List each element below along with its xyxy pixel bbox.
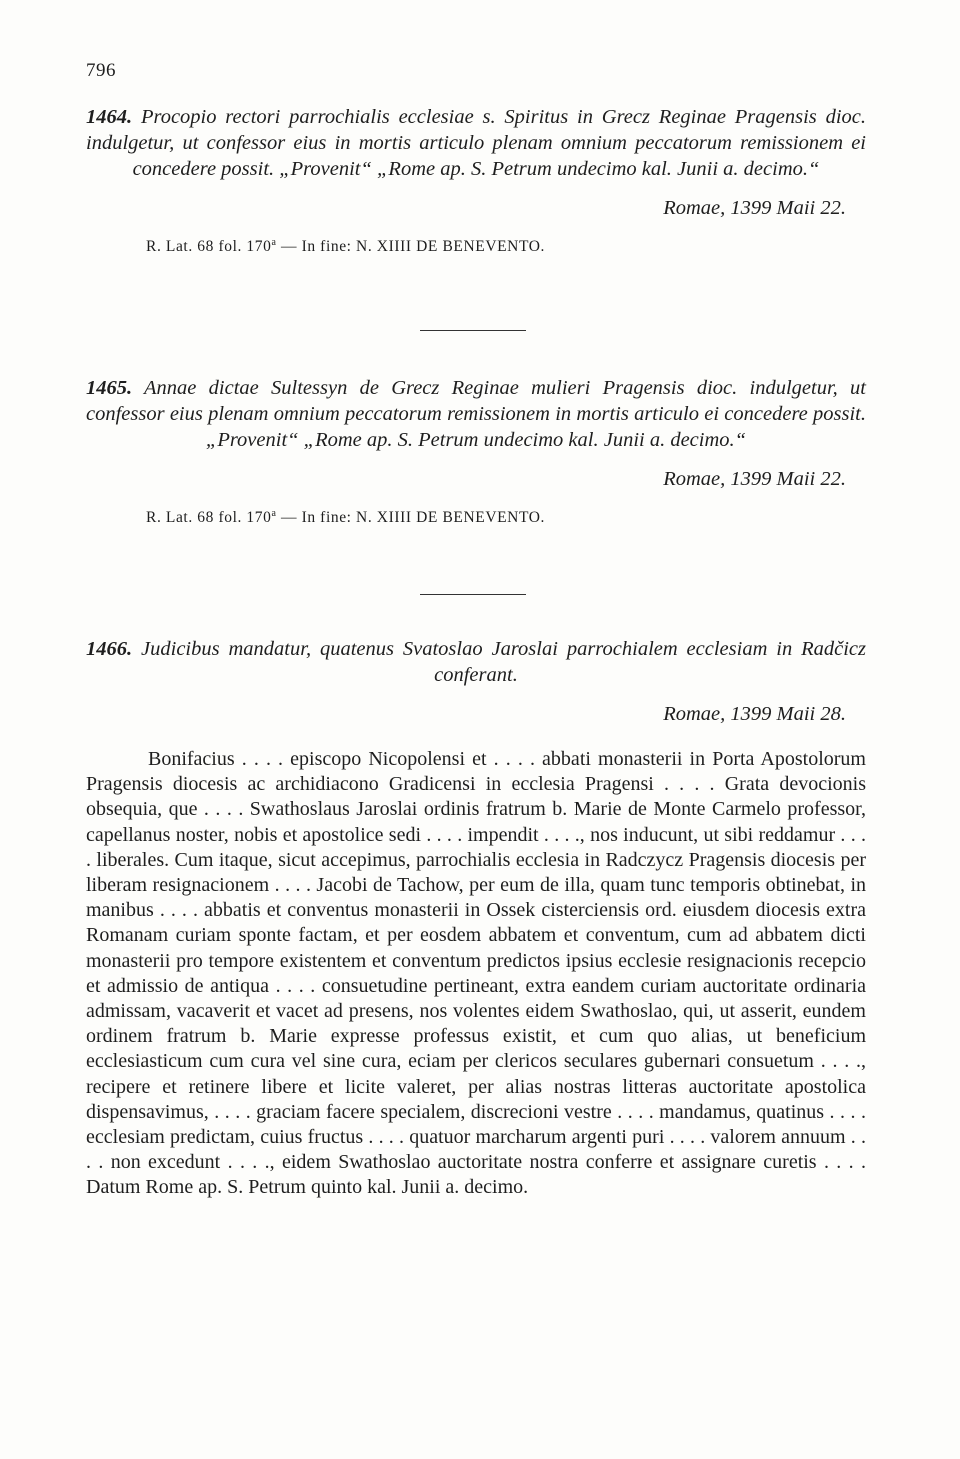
separator-rule: [420, 330, 526, 331]
entry-date: Romae, 1399 Maii 22.: [663, 468, 846, 490]
entry-number: 1465.: [86, 377, 133, 399]
regest-text: Procopio rectori parrochialis ecclesiae s. Spiritus in Grecz Reginae Pragensis dioc. indulgetur, ut confessor eius in mortis articulo plenam omnium peccatorum remissionem ei concedere possit. „Provenit“ „Rome ap. S. Petrum undecimo kal. Junii a. decimo.“: [86, 106, 867, 180]
regest-text: Judicibus mandatur, quatenus Svatoslao Jaroslai parrochialem ecclesiam in Radčicz conferant.: [141, 638, 867, 686]
document-body-text: Bonifacius . . . . episcopo Nicopolensi et . . . . abbati monasterii in Porta Apostolorum Pragensis diocesis ac archidiacono Gradicensi in ecclesia Pragensi . . . . Grata devocionis obsequia, que . . . . Swathoslaus Jaroslai ordinis fratrum b. Marie de Monte Carmelo professor, capellanus noster, nobis et apostolice sedi . . . . impendit . . . ., nos inducunt, ut sibi reddamur . . . . liberales. Cum itaque, sicut accepimus, parrochialis ecclesia in Radczycz Pragensis diocesis per liberam resignacionem . . . . Jacobi de Tachow, per eum de illa, quam tunc temporis obtinebat, in manibus . . . . abbatis et conventus monasterii in Ossek cisterciensis ord. eiusdem diocesis extra Romanam curiam sponte factam, et per eosdem abbatem et conventum, cum ad abbatem dicti monasterii pro tempore existentem et conventum predictos ipsius ecclesie resignacionis recepcio et admissio de antiqua . . . . consuetudine pertineant, extra eandem curiam auctoritate ordinaria admissam, vacaverit et vacet ad presens, nos volentes eidem Swathoslao, qui, ut asserit, eundem ordinem fratrum b. Marie expresse professus existit, et cum quo alias, ut beneficium ecclesiasticum cum cura vel sine cura, eciam per clericos seculares gubernari consuetum . . . ., recipere et retinere libere et licite valeret, per alias nostras litteras auctoritate apostolica dispensavimus, . . . . graciam facere specialem, discrecioni vestre . . . . mandamus, quatinus . . . . ecclesiam predictam, cuius fructus . . . . quatuor marcharum argenti puri . . . . valorem annuum . . . . non excedunt . . . ., eidem Swathoslao auctoritate nostra conferre et assignare curetis . . . . Datum Rome ap. S. Petrum quinto kal. Junii a. decimo.: [86, 748, 866, 1199]
entry-date: Romae, 1399 Maii 22.: [663, 197, 846, 219]
entry-number: 1464.: [86, 106, 133, 128]
entry-number: 1466.: [86, 638, 133, 660]
entry-1465: [86, 375, 866, 528]
entry-source: R. Lat. 68 fol. 170$^a$ — In fine: N. XIIII DE BENEVENTO.: [146, 508, 546, 527]
entry-1466: [86, 636, 866, 1201]
entry-regest: [86, 104, 866, 182]
entry-1464: [86, 104, 866, 257]
entry-regest: [86, 375, 866, 453]
separator-rule: [420, 594, 526, 595]
entry-date: Romae, 1399 Maii 28.: [663, 703, 846, 725]
regest-text: Annae dictae Sultessyn de Grecz Reginae mulieri Pragensis dioc. indulgetur, ut confessor eius plenam omnium peccatorum remissionem in mortis articulo ei concedere possit. „Provenit“ „Rome ap. S. Petrum undecimo kal. Junii a. decimo.“: [86, 377, 866, 451]
page-number: 796: [86, 60, 116, 81]
entry-regest: [86, 636, 866, 688]
entry-source: R. Lat. 68 fol. 170$^a$ — In fine: N. XIIII DE BENEVENTO.: [146, 237, 546, 256]
